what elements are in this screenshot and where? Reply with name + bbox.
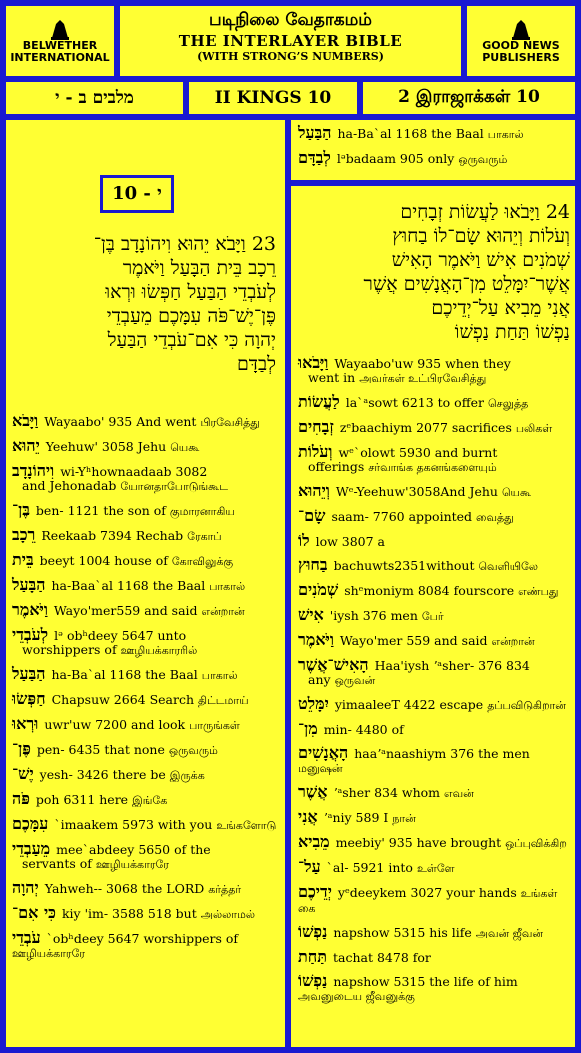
hebrew-word: תַּחַת [298, 947, 327, 966]
tamil-gloss: இருக்க [169, 769, 205, 782]
transliteration-gloss: ha-Ba`al 1168 the Baal [51, 667, 198, 682]
verse-23-hebrew [14, 232, 276, 376]
hebrew-word: וַיָּבֹא [12, 411, 39, 430]
tamil-gloss: குமாரனாகிய [169, 505, 235, 518]
interlinear-entry [12, 814, 280, 833]
verse-line [298, 248, 570, 272]
hebrew-word: שָׂם־ [298, 506, 326, 525]
tamil-gloss: யோனதாபோடுங்கூட [120, 480, 228, 493]
transliteration-gloss: saam- 7760 appointed [331, 509, 473, 524]
interlinear-entry [298, 417, 570, 436]
verse-23-continued [298, 123, 570, 176]
verse-number: 24 [545, 201, 570, 223]
hebrew-word: הַבָּעַל [12, 575, 46, 594]
hebrew-word: לְעֹבְדֵי [12, 625, 49, 644]
interlinear-entry [298, 123, 570, 142]
verse-23-interlinear [12, 411, 280, 970]
verse-number: 23 [251, 233, 276, 255]
hebrew-word: עַל־ [298, 857, 321, 876]
transliteration-gloss: napshow 5315 his life [333, 925, 472, 940]
interlinear-entry [298, 148, 570, 167]
interlinear-entry [298, 353, 570, 386]
interlinear-entry [12, 714, 280, 733]
hebrew-word: לַעֲשׂוֹת [298, 392, 340, 411]
transliteration-gloss: ʼᵃniy 589 I [323, 810, 389, 825]
interlinear-entry [298, 605, 570, 624]
hebrew-word: הַבַּעַל [12, 664, 46, 683]
tamil-gloss: பாகால் [201, 669, 238, 682]
transliteration-gloss: Wayaabo' 935 And went [44, 414, 197, 429]
interlinear-entry [298, 694, 570, 713]
interlinear-entry [298, 630, 570, 649]
transliteration-gloss: kiy 'im- 3588 518 but [61, 906, 197, 921]
transliteration-gloss: Wayaabo'uw 935 when they [334, 356, 511, 371]
tamil-gloss: கோவிலுக்கு [171, 555, 234, 568]
hebrew-word: וּרְאוּ [12, 714, 39, 733]
interlinear-entry [298, 947, 570, 966]
verse-line-text: לְעֹבְדֵי הַבַּעַל חַפְּשׂוּ וּרְאוּ [105, 281, 276, 303]
tamil-gloss: பாருங்கள் [189, 719, 240, 732]
tamil-gloss: எவன் [444, 787, 474, 800]
hebrew-word: חַפְּשׂוּ [12, 689, 46, 708]
transliteration-gloss: `imaakem 5973 with you [54, 817, 213, 832]
tamil-gloss: என்றான் [491, 635, 535, 648]
page-subtitle: (WITH STRONG’S NUMBERS) [197, 50, 384, 63]
interlinear-entry [12, 928, 280, 961]
verse-line-text: שְׁמֹנִים אִישׁ וַיֹּאמֶר הָאִישׁ [391, 249, 570, 271]
interlinear-entry [12, 436, 280, 455]
tamil-gloss: வைத்து [476, 511, 514, 524]
hebrew-word: בֵּית [12, 550, 34, 569]
interlinear-entry [12, 789, 280, 808]
interlinear-entry [12, 839, 280, 872]
interlinear-entry [298, 555, 570, 574]
hebrew-word: פֶּן־ [12, 739, 31, 758]
tamil-gloss: ஊழியக்காரரில் [120, 644, 198, 657]
tamil-gloss: ஊழியக்காரரே [95, 858, 170, 871]
interlinear-entry [12, 500, 280, 519]
left-logo-line-2: INTERNATIONAL [10, 51, 110, 64]
transliteration-gloss: lᵊbadaam 905 only [336, 151, 455, 166]
transliteration-gloss: min- 4480 of [323, 722, 404, 737]
verse-line [14, 280, 276, 304]
interlinear-entry [298, 580, 570, 599]
interlinear-entry [298, 506, 570, 525]
verse-24-hebrew [298, 200, 570, 344]
transliteration-gloss: wᵉ`olowt 5930 and burnt [338, 445, 498, 460]
gloss-continuation: worshippers of [22, 642, 117, 657]
hebrew-word: כִּי אִם־ [12, 903, 56, 922]
transliteration-gloss: Haa'iysh ʼᵃsher- 376 834 [374, 658, 530, 673]
interlinear-entry [298, 442, 570, 475]
hebrew-word: מֵבִיא [298, 832, 330, 851]
hebrew-word: בַחוּץ [298, 555, 328, 574]
hebrew-word: יֶשׁ־ [12, 764, 34, 783]
right-logo-line-2: PUBLISHERS [482, 51, 560, 64]
interlinear-entry [12, 689, 280, 708]
interlinear-entry [298, 392, 570, 411]
gloss-continuation: servants of [22, 856, 92, 871]
hebrew-word: נַפְשׁוֹ [298, 922, 328, 941]
interlinear-entry [12, 739, 280, 758]
gloss-continuation: went in [308, 370, 356, 385]
verse-line-text: נַפְשׁוֹ תַּחַת נַפְשׁוֹ [454, 321, 570, 343]
interlinear-entry [298, 719, 570, 738]
transliteration-gloss: ben- 1121 the son of [35, 503, 166, 518]
hebrew-word: וַיֹּאמֶר [12, 600, 48, 619]
transliteration-gloss: zᵉbaachiym 2077 sacrifices [339, 420, 512, 435]
interlinear-entry [12, 764, 280, 783]
tamil-gloss: செலுத்த [487, 397, 529, 410]
hebrew-word: לוֹ [298, 531, 310, 550]
transliteration-gloss: ha-Baa`al 1168 the Baal [51, 578, 206, 593]
hebrew-word: עִמָּכֶם [12, 814, 49, 833]
left-logo-line-1: BELWETHER [22, 39, 98, 52]
verse-line-text: יְהוָה כִּי אִם־עֹבְדֵי הַבַּעַל [107, 329, 276, 351]
verse-line [298, 200, 570, 224]
tamil-gloss: சர்வாங்க தகனங்களையும் [368, 461, 497, 474]
tamil-gloss: அவன் ஜீவன் [475, 927, 544, 940]
hebrew-word: אִישׁ [298, 605, 324, 624]
transliteration-gloss: Reekaab 7394 Rechab [41, 528, 184, 543]
transliteration-gloss: yimaaleeT 4422 escape [334, 697, 484, 712]
transliteration-gloss: shᵉmoniym 8084 fourscore [344, 583, 515, 598]
english-book-label: II KINGS 10 [187, 80, 359, 116]
lamb-icon [48, 18, 72, 40]
hebrew-word: מֵעַבְדֵי [12, 839, 51, 858]
tamil-gloss: ஒருவரும் [458, 153, 508, 166]
transliteration-gloss: beeyt 1004 house of [39, 553, 168, 568]
interlinear-entry [298, 882, 570, 916]
hebrew-word: יְהוָה [12, 878, 39, 897]
tamil-gloss: ரேகாப் [187, 530, 222, 543]
tamil-gloss: உங்களோடு [216, 819, 277, 832]
tamil-gloss: உங்கள் கை [298, 887, 558, 915]
tamil-gloss: பாகால் [209, 580, 246, 593]
transliteration-gloss: `obʰdeey 5647 worshippers of [46, 931, 239, 946]
gloss-continuation: any [308, 672, 331, 687]
hebrew-word: אֲשֶׁר [298, 782, 328, 801]
interlinear-entry [298, 531, 570, 550]
tamil-book-label: 2 இராஜாக்கள் 10 [361, 80, 577, 116]
tamil-gloss: பாகால் [487, 128, 524, 141]
hebrew-word: זְבָחִים [298, 417, 334, 436]
transliteration-gloss: meebiy' 935 have brought [335, 835, 502, 850]
transliteration-gloss: la`ᵃsowt 6213 to offer [345, 395, 484, 410]
hebrew-word: וִיהוֹנָדָב [12, 461, 55, 480]
hebrew-word: נַפְשׁוֹ [298, 971, 328, 990]
right-logo-line-1: GOOD NEWS [482, 39, 560, 52]
hebrew-word: לְבַדָּם [298, 148, 331, 167]
tamil-gloss: அவனுடைய ஜீவனுக்கு [298, 990, 415, 1003]
tamil-gloss: திட்டமாய் [198, 694, 249, 707]
interlinear-entry [298, 782, 570, 801]
tamil-gloss: பேர் [421, 610, 444, 623]
tamil-gloss: மனுஷன் [298, 762, 343, 775]
interlinear-entry [298, 481, 570, 500]
belwether-logo [4, 4, 116, 78]
interlinear-entry [12, 625, 280, 658]
tamil-gloss: என்றான் [201, 605, 245, 618]
good-news-logo [465, 4, 577, 78]
verse-line [14, 304, 276, 328]
transliteration-gloss: uwr'uw 7200 and look [44, 717, 186, 732]
transliteration-gloss: low 3807 a [315, 534, 386, 549]
chapter-badge: 10 - י [100, 175, 174, 213]
tamil-title: படிநிலை வேதாகமம் [209, 10, 372, 30]
transliteration-gloss: poh 6311 here [35, 792, 129, 807]
verse-line [298, 272, 570, 296]
transliteration-gloss: mee`abdeey 5650 of the [56, 842, 211, 857]
interlinear-entry [12, 903, 280, 922]
hebrew-word: רֵכָב [12, 525, 36, 544]
interlinear-entry [298, 655, 570, 688]
hebrew-word: וְיֵהוּא [298, 481, 330, 500]
tamil-gloss: ஊழியக்காரரே [12, 947, 86, 960]
tamil-gloss: வெளியிலே [478, 560, 538, 573]
interlinear-entry [12, 664, 280, 683]
verse-line [14, 256, 276, 280]
tamil-gloss: யெகூ [501, 486, 531, 499]
verse-line [14, 232, 276, 256]
transliteration-gloss: pen- 6435 that none [36, 742, 165, 757]
verse-line [298, 224, 570, 248]
hebrew-word: וַיֹּאמֶר [298, 630, 334, 649]
verse-line-text: וַיָּבֹא יֵהוּא וִיהוֹנָדָב בֶּן־ [93, 233, 246, 255]
tamil-gloss: உள்ளே [416, 862, 455, 875]
transliteration-gloss: lᵊ obʰdeey 5647 unto [54, 628, 187, 643]
tamil-gloss: இங்கே [132, 794, 168, 807]
tamil-gloss: யெகூ [170, 441, 200, 454]
transliteration-gloss: bachuwts2351without [333, 558, 475, 573]
transliteration-gloss: Yahweh-- 3068 the LORD [44, 881, 205, 896]
title-block [118, 4, 463, 78]
transliteration-gloss: tachat 8478 for [332, 950, 431, 965]
verse-line-text: אֲשֶׁר־יִמָּלֵט מִן־הָאֲנָשִׁים אֲשֶׁר [363, 273, 570, 295]
page-title: THE INTERLAYER BIBLE [178, 32, 403, 50]
verse-line-text: פֶּן־יֶשׁ־פֹּה עִמָּכֶם מֵעַבְדֵי [106, 305, 276, 327]
transliteration-gloss: `al- 5921 into [326, 860, 413, 875]
transliteration-gloss: 'iysh 376 men [329, 608, 418, 623]
hebrew-word: שְׁמֹנִים [298, 580, 339, 599]
hebrew-word: וַיָּבֹאוּ [298, 353, 329, 372]
transliteration-gloss: Wayo'mer 559 and said [339, 633, 488, 648]
interlinear-entry [12, 575, 280, 594]
transliteration-gloss: napshow 5315 the life of him [333, 974, 518, 989]
verse-line [14, 352, 276, 376]
tamil-gloss: தப்பவிடுகிறான் [487, 699, 566, 712]
verse-line [298, 296, 570, 320]
tamil-gloss: அவர்கள் உட்பிரவேசித்து [359, 372, 487, 385]
transliteration-gloss: wi-Yʰhownaadaab 3082 [60, 464, 208, 479]
tamil-gloss: எண்பது [518, 585, 559, 598]
transliteration-gloss: Wayo'mer559 and said [53, 603, 198, 618]
hebrew-word: פֹּה [12, 789, 30, 808]
hebrew-book-label: מלבים ב - י [4, 80, 185, 116]
hebrew-word: יְדֵיכֶם [298, 882, 332, 901]
transliteration-gloss: Chapsuw 2664 Search [51, 692, 195, 707]
verse-line-text: וַיָּבֹאוּ לַעֲשׂוֹת זְבָחִים [400, 201, 540, 223]
tamil-gloss: அல்லாமல் [200, 908, 255, 921]
lamb-icon [509, 18, 533, 40]
interlinear-entry [298, 857, 570, 876]
hebrew-word: הָאֲנָשִׁים [298, 743, 349, 762]
verse-line [298, 320, 570, 344]
verse-line-text: לְבַדָּם [236, 353, 276, 375]
verse-line [14, 328, 276, 352]
interlinear-entry [298, 971, 570, 1004]
tamil-gloss: ஒருவரும் [168, 744, 218, 757]
interlinear-entry [298, 743, 570, 776]
interlinear-entry [12, 411, 280, 430]
hebrew-word: יִמָּלֵט [298, 694, 329, 713]
tamil-gloss: கர்த்தர் [208, 883, 242, 896]
hebrew-word: וְעֹלוֹת [298, 442, 333, 461]
tamil-gloss: பிரவேசித்து [200, 416, 260, 429]
hebrew-word: הָאִישׁ־אֲשֶׁר [298, 655, 369, 674]
interlinear-entry [12, 600, 280, 619]
hebrew-word: יֵהוּא [12, 436, 40, 455]
tamil-gloss: நான் [392, 812, 416, 825]
hebrew-word: אֲנִי [298, 807, 318, 826]
interlinear-entry [298, 922, 570, 941]
interlinear-entry [12, 525, 280, 544]
gloss-continuation: and Jehonadab [22, 478, 117, 493]
tamil-gloss: ஒருவன் [334, 674, 376, 687]
verse-line-text: רֵכָב בֵּית הַבָּעַל וַיֹּאמֶר [122, 257, 276, 279]
interlinear-entry [12, 878, 280, 897]
hebrew-word: בֶּן־ [12, 500, 30, 519]
transliteration-gloss: ha-Ba`al 1168 the Baal [337, 126, 484, 141]
verse-line-text: אֲנִי מֵבִיא עַל־יְדֵיכֶם [431, 297, 570, 319]
interlinear-entry [298, 807, 570, 826]
interlinear-entry [12, 461, 280, 494]
interlinear-entry [12, 550, 280, 569]
interlinear-entry [298, 832, 570, 851]
gloss-continuation: offerings [308, 459, 365, 474]
verse-line-text: וְעֹלוֹת וְיֵהוּא שָׂם־לוֹ בַחוּץ [392, 225, 570, 247]
transliteration-gloss: haaʼᵃnaashiym 376 the men [354, 746, 530, 761]
transliteration-gloss: yesh- 3426 there be [39, 767, 166, 782]
transliteration-gloss: ʼᵃsher 834 whom [333, 785, 441, 800]
hebrew-word: מִן־ [298, 719, 318, 738]
verse-24-interlinear [298, 353, 570, 1013]
tamil-gloss: பலிகள் [515, 422, 553, 435]
tamil-gloss: ஒப்புவிக்கிற [505, 837, 567, 850]
transliteration-gloss: yᵉdeeykem 3027 your hands [337, 885, 517, 900]
transliteration-gloss: Wᵉ-Yeehuw'3058And Jehu [335, 484, 498, 499]
transliteration-gloss: Yeehuw' 3058 Jehu [45, 439, 167, 454]
hebrew-word: הַבַּעַל [298, 123, 332, 142]
hebrew-word: עֹבְדֵי [12, 928, 41, 947]
